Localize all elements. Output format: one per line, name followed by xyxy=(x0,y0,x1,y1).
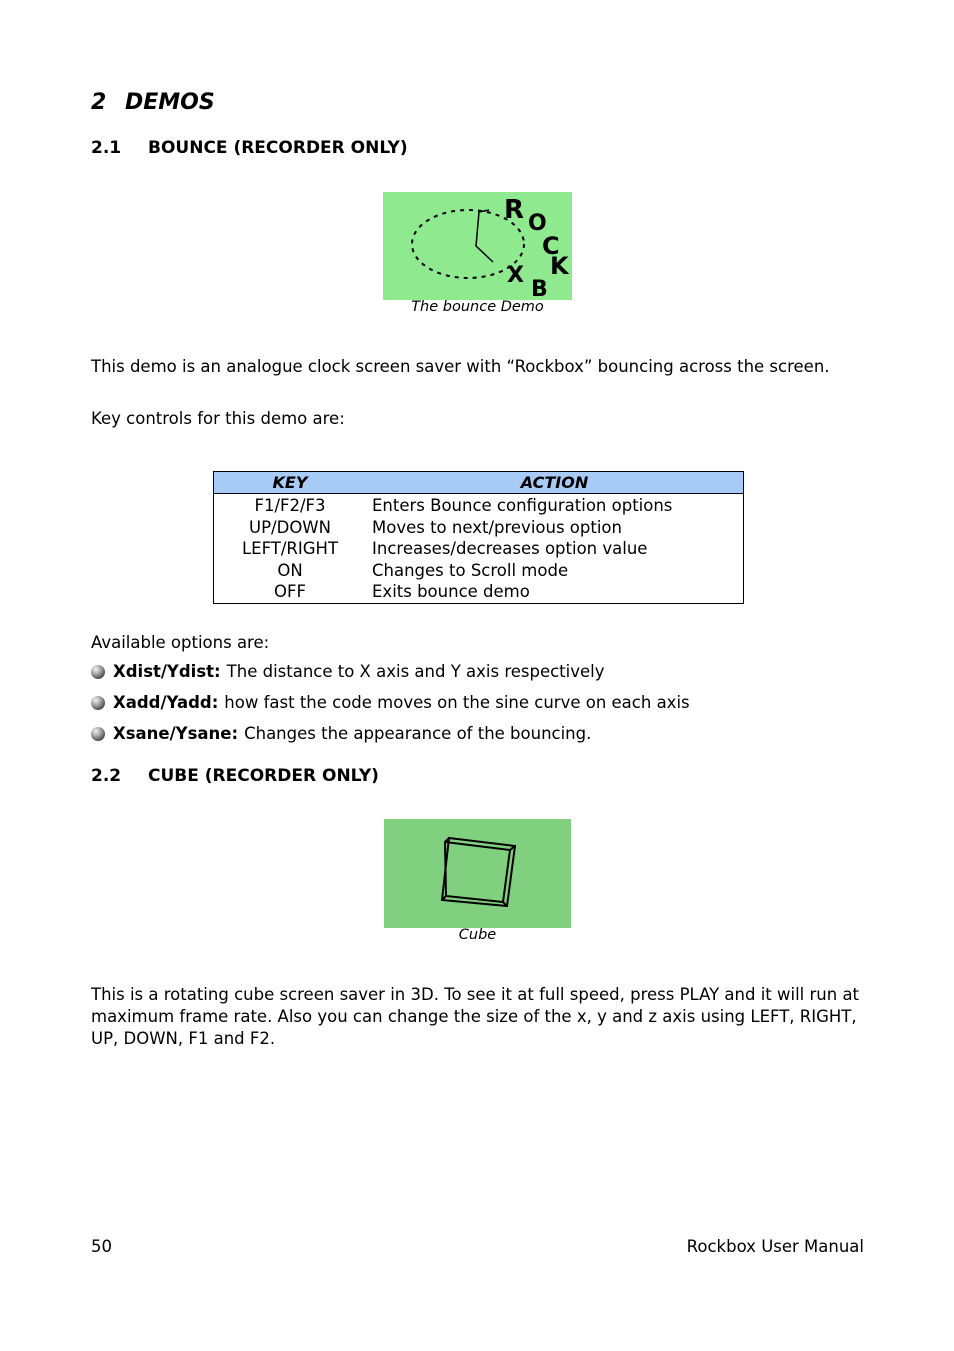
cube-description: This is a rotating cube screen saver in 3D. To see it at full speed, press PLAY and it will run at maximum frame rate. Also you can change the size of the x, y and z axis using LEFT, RIGHT, UP, DOWN, F1 and F2. xyxy=(91,985,860,1048)
option-description: The distance to X axis and Y axis respectively xyxy=(226,662,605,681)
table-row xyxy=(214,538,743,560)
table-row xyxy=(214,495,743,517)
key-controls-table xyxy=(213,471,744,604)
option-description: Changes the appearance of the bouncing. xyxy=(244,724,592,743)
table-row xyxy=(214,581,743,603)
option-name: Xdist/Ydist: xyxy=(113,662,221,681)
bullet-ball-icon xyxy=(91,696,105,710)
table-cell-key: ON xyxy=(277,560,303,580)
bounce-letter-b: B xyxy=(531,277,548,300)
bounce-section-title: BOUNCE (RECORDER ONLY) xyxy=(148,138,408,158)
bounce-letter-r: R xyxy=(504,195,525,225)
table-cell-key: OFF xyxy=(274,582,306,602)
table-cell-key: LEFT/RIGHT xyxy=(241,539,339,559)
cube-demo-image xyxy=(384,819,571,928)
table-row xyxy=(214,560,743,582)
key-controls-intro: Key controls for this demo are: xyxy=(91,409,345,428)
cube-section-heading xyxy=(91,766,379,786)
cube-demo-figure xyxy=(384,819,571,928)
table-cell-key: F1/F2/F3 xyxy=(254,496,326,515)
table-cell-action: Enters Bounce configuration options xyxy=(372,496,673,515)
bounce-section-heading xyxy=(91,138,408,158)
bullet-ball-icon xyxy=(91,665,105,679)
table-cell-action: Moves to next/previous option xyxy=(372,517,622,537)
options-intro: Available options are: xyxy=(91,633,270,652)
table-cell-action: Exits bounce demo xyxy=(372,582,530,602)
table-cell-action: Increases/decreases option value xyxy=(372,539,648,559)
cube-section-number: 2.2 xyxy=(91,766,122,786)
cube-figure-caption: Cube xyxy=(458,927,497,943)
table-body xyxy=(214,494,743,603)
table-cell-action: Changes to Scroll mode xyxy=(372,560,569,580)
option-item xyxy=(91,662,605,681)
table-header-row xyxy=(214,472,743,494)
bounce-description: This demo is an analogue clock screen saver with “Rockbox” bouncing across the screen. xyxy=(91,357,830,376)
bullet-ball-icon xyxy=(91,727,105,741)
bounce-letter-x: X xyxy=(507,263,524,288)
table-cell-key: UP/DOWN xyxy=(249,517,331,537)
bounce-section-number: 2.1 xyxy=(91,138,122,158)
bounce-figure-caption: The bounce Demo xyxy=(411,299,544,315)
page-number: 50 xyxy=(91,1237,112,1256)
table-header-key: KEY xyxy=(272,473,308,492)
bounce-letter-o: O xyxy=(528,211,547,236)
chapter-number: 2 xyxy=(91,90,107,115)
option-description: how fast the code moves on the sine curve on each axis xyxy=(224,693,690,712)
cube-section-title: CUBE (RECORDER ONLY) xyxy=(148,766,379,786)
bounce-demo-figure xyxy=(383,192,572,300)
table-row xyxy=(214,517,743,539)
bounce-letter-c: C xyxy=(542,232,560,260)
chapter-title: DEMOS xyxy=(125,90,215,115)
option-name: Xsane/Ysane: xyxy=(113,724,239,743)
table-header-action: ACTION xyxy=(520,473,589,492)
option-item xyxy=(91,693,690,712)
chapter-heading xyxy=(91,90,215,115)
option-item xyxy=(91,724,591,743)
bounce-letter-k: K xyxy=(550,252,569,280)
bounce-demo-image xyxy=(383,192,572,300)
manual-title: Rockbox User Manual xyxy=(686,1237,864,1256)
option-name: Xadd/Yadd: xyxy=(113,693,219,712)
